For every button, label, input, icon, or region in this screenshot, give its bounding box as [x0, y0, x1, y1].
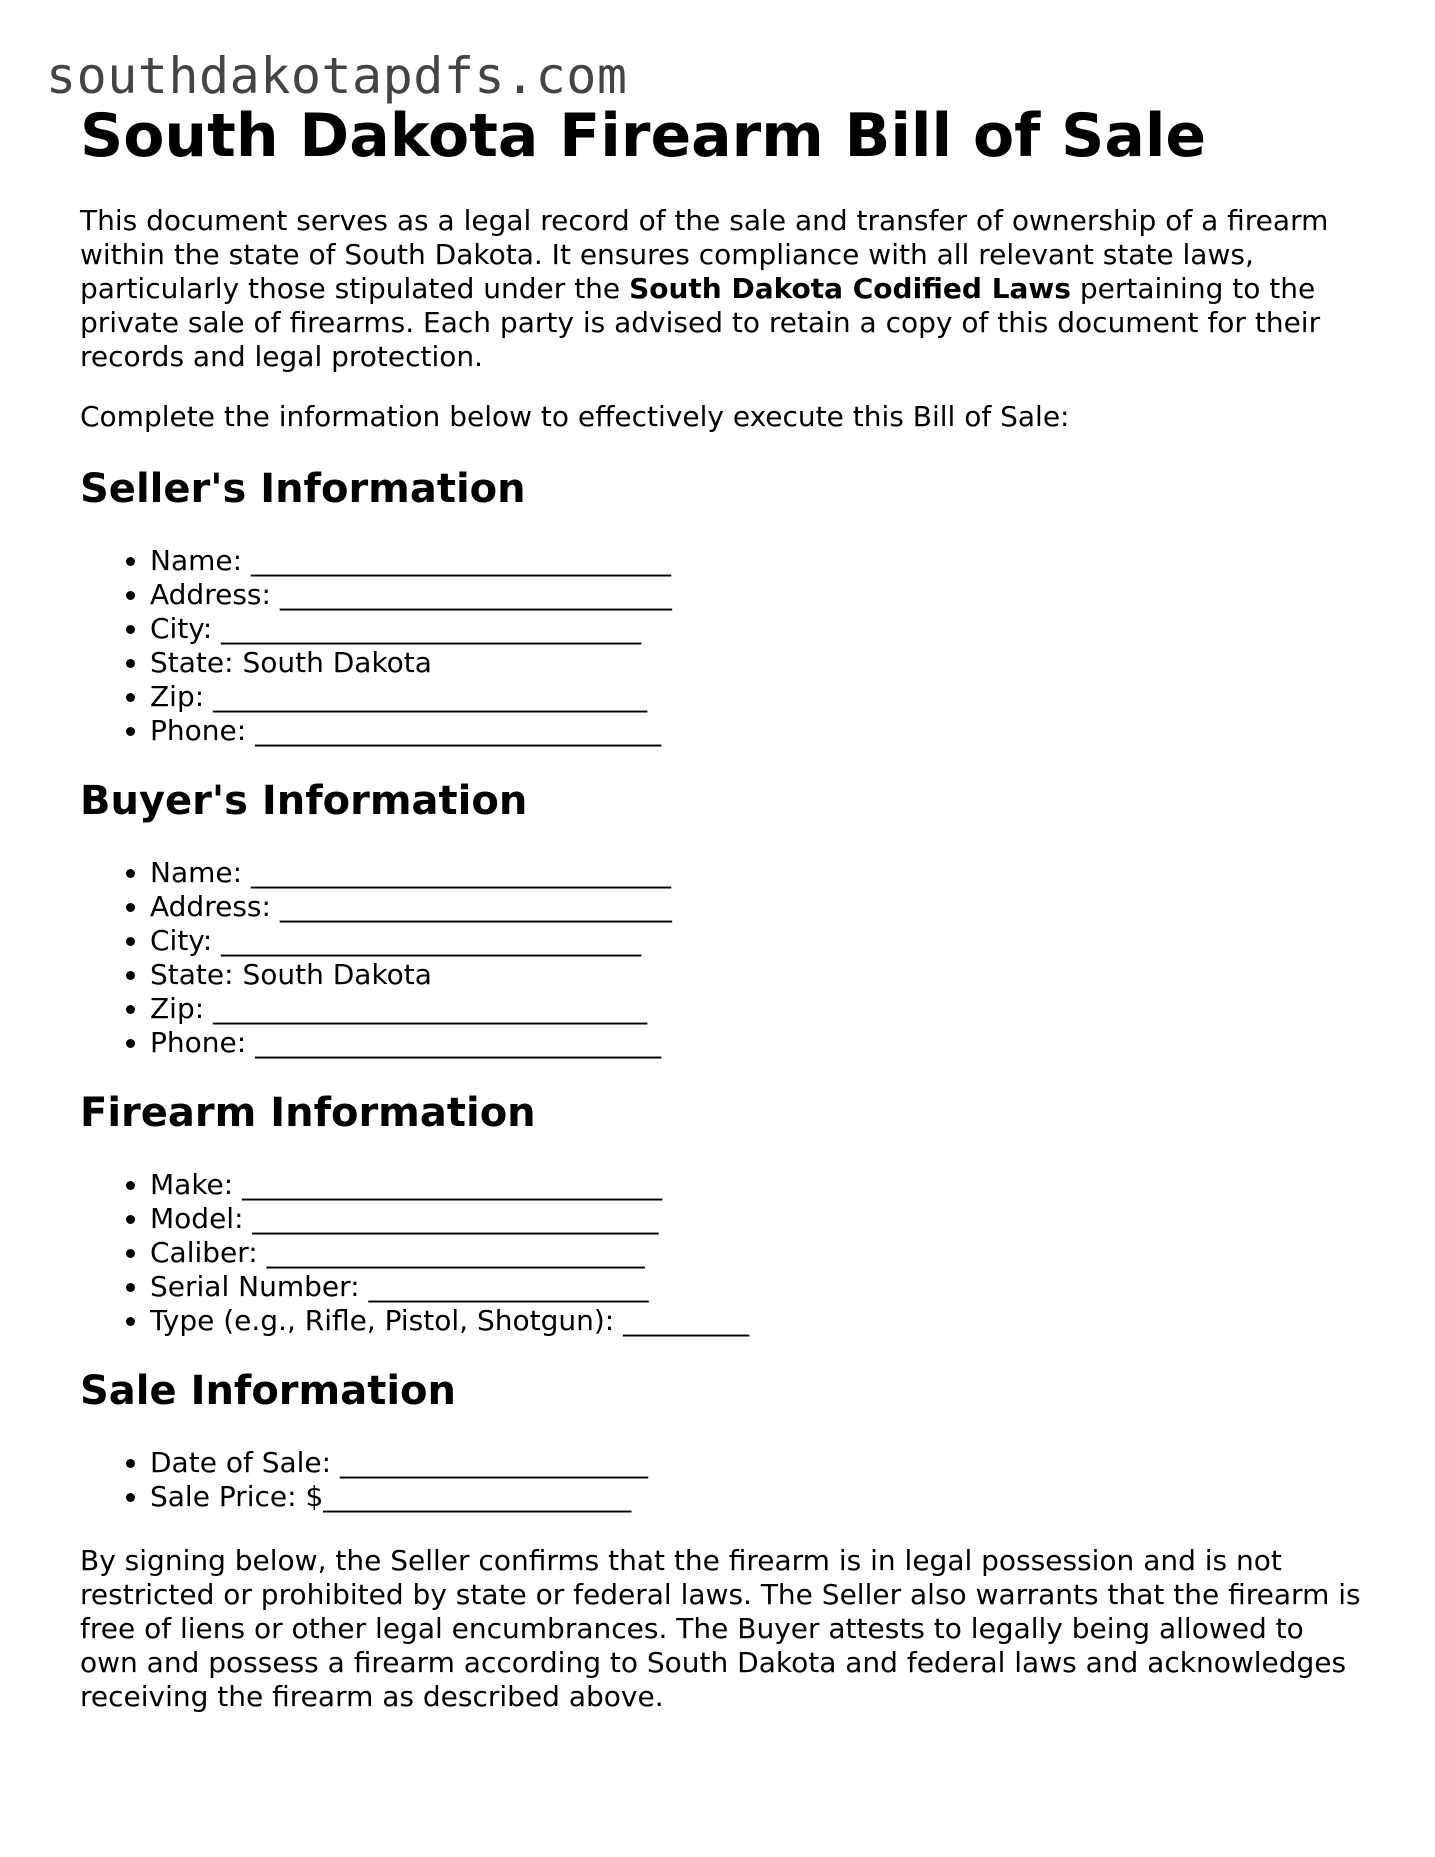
- buyer-section-heading: Buyer's Information: [80, 778, 528, 824]
- buyer-city-field[interactable]: • City: ______________________________: [150, 924, 1370, 958]
- seller-name-field[interactable]: • Name: ______________________________: [150, 544, 1370, 578]
- intro-text-start: This document serves as a legal record of the sale and transfer of ownership of a firearm within the state of South Dakota. It ensures compliance with all relevant state laws, particularly those stipulated under the: [80, 204, 1329, 305]
- buyer-field-list: [80, 856, 1370, 1060]
- seller-phone-field[interactable]: • Phone: _____________________________: [150, 714, 1370, 748]
- document-title: South Dakota Firearm Bill of Sale: [80, 101, 1207, 171]
- buyer-state-field: • State: South Dakota: [150, 958, 1370, 992]
- firearm-serial-number-field[interactable]: • Serial Number: ____________________: [150, 1270, 1370, 1304]
- seller-state-field: • State: South Dakota: [150, 646, 1370, 680]
- seller-section-heading: Seller's Information: [80, 466, 526, 512]
- seller-zip-field[interactable]: • Zip: _______________________________: [150, 680, 1370, 714]
- seller-address-field[interactable]: • Address: ____________________________: [150, 578, 1370, 612]
- sale-field-list: [80, 1446, 1370, 1514]
- firearm-model-field[interactable]: • Model: _____________________________: [150, 1202, 1370, 1236]
- sale-price-field[interactable]: • Sale Price: $______________________: [150, 1480, 1370, 1514]
- instruction-text: Complete the information below to effectively execute this Bill of Sale:: [80, 400, 1070, 433]
- sale-section-heading: Sale Information: [80, 1368, 456, 1414]
- closing-statement: By signing below, the Seller confirms that the firearm is in legal possession and is not restricted or prohibited by state or federal laws. The Seller also warrants that the firearm is free of liens or other legal encumbrances. The Buyer attests to legally being allowed to own and possess a firearm according to South Dakota and federal laws and acknowledges receiving the firearm as described above.: [80, 1544, 1361, 1713]
- site-watermark: southdakotapdfs.com: [46, 47, 628, 105]
- seller-field-list: [80, 544, 1370, 748]
- seller-city-field[interactable]: • City: ______________________________: [150, 612, 1370, 646]
- firearm-caliber-field[interactable]: • Caliber: ___________________________: [150, 1236, 1370, 1270]
- intro-bold-law-name: South Dakota Codified Laws: [629, 272, 1071, 305]
- intro-text-end: pertaining to the private sale of firearms. Each party is advised to retain a copy of this document for their records and legal protection.: [80, 272, 1321, 373]
- firearm-type-field[interactable]: • Type (e.g., Rifle, Pistol, Shotgun): _________: [150, 1304, 1370, 1338]
- buyer-zip-field[interactable]: • Zip: _______________________________: [150, 992, 1370, 1026]
- intro-paragraph: [80, 204, 1370, 374]
- document-body: [80, 96, 1370, 1714]
- buyer-address-field[interactable]: • Address: ____________________________: [150, 890, 1370, 924]
- buyer-phone-field[interactable]: • Phone: _____________________________: [150, 1026, 1370, 1060]
- firearm-field-list: [80, 1168, 1370, 1338]
- sale-date-field[interactable]: • Date of Sale: ______________________: [150, 1446, 1370, 1480]
- buyer-name-field[interactable]: • Name: ______________________________: [150, 856, 1370, 890]
- firearm-make-field[interactable]: • Make: ______________________________: [150, 1168, 1370, 1202]
- firearm-section-heading: Firearm Information: [80, 1090, 536, 1136]
